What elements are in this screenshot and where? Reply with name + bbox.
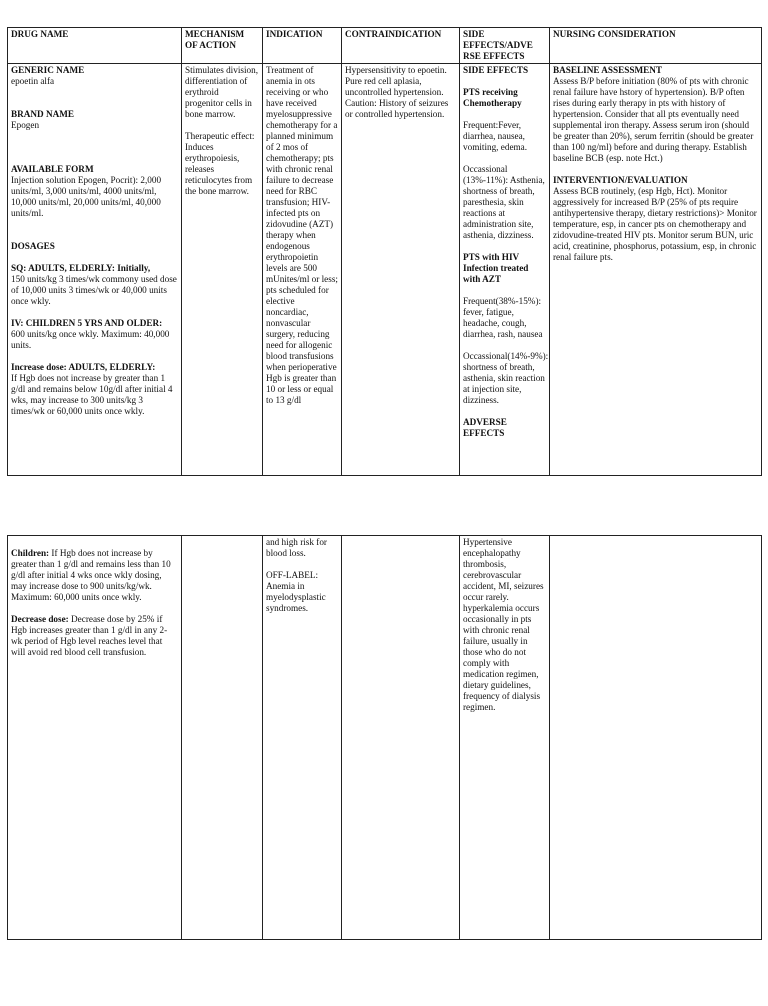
sq-dose-heading: SQ: ADULTS, ELDERLY: Initially, <box>11 263 151 273</box>
adverse-effects-heading: ADVERSE EFFECTS <box>463 417 507 438</box>
iv-dose-heading: IV: CHILDREN 5 YRS AND OLDER: <box>11 318 163 328</box>
mechanism-text: Stimulates division, differentiation of erythroid progenitor cells in bone marrow. <box>185 65 258 119</box>
increase-dose-text: If Hgb does not increase by greater than 1 g/dl and remains below 10g/dl after initial 4 wks, may increase to 300 units/kg 3 times/wk or 60,000 units once wkly. <box>11 373 173 416</box>
decrease-dose-block <box>11 614 178 658</box>
drug-name-cell-continued <box>8 536 182 940</box>
drug-table-page-1 <box>7 27 762 476</box>
hiv-heading: PTS with HIV Infection treated with AZT <box>463 252 529 284</box>
header-side-effects: SIDE EFFECTS/ADVE RSE EFFECTS <box>460 28 550 64</box>
indication-text: Treatment of anemia in ots receiving or who have received myelosuppressive chemotherapy for a planned minimum of 2 mos of chemotherapy; pts with chronic renal failure to decrease need for RBC transfusion; HIV-infected pts on zidovudine (AZT) therapy when endogenous erythropoietin levels are 500 mUnites/ml or less; pts scheduled for elective noncardiac, nonvascular surgery, reducing need for allogenic blood transfusions when perioperative Hgb is greater than 10 or less or equal to 13 g/dl <box>266 65 338 405</box>
generic-name: epoetin alfa <box>11 76 55 86</box>
side-effects-cell <box>460 64 550 476</box>
nursing-cell <box>550 64 762 476</box>
decrease-dose-heading: Decrease dose: <box>11 614 69 624</box>
header-indication: INDICATION <box>263 28 342 64</box>
header-mechanism: MECHANISM OF ACTION <box>182 28 263 64</box>
header-drug-name: DRUG NAME <box>8 28 182 64</box>
drug-table-page-2 <box>7 535 762 940</box>
available-form-heading: AVAILABLE FORM <box>11 164 94 174</box>
decrease-dose-text: Decrease dose by 25% if Hgb increases greater than 1 g/dl in any 2-wk period of Hgb level reaches level that will avoid red blood cell transfusion. <box>11 614 168 657</box>
brand-name: Epogen <box>11 120 40 130</box>
increase-dose-heading: Increase dose: ADULTS, ELDERLY: <box>11 362 156 372</box>
available-form-text: Injection solution Epogen, Pocrit): 2,000 units/ml, 3,000 units/ml, 4000 units/ml, 10,000 units/ml, 20,000 units/ml, 40,000 units/ml. <box>11 175 162 218</box>
mechanism-cell <box>182 64 263 476</box>
off-label-text: OFF-LABEL: Anemia in myelodysplastic syndromes. <box>266 570 326 613</box>
hiv-occasional-text: Occassional(14%-9%): shortness of breath, asthenia, skin reaction at injection site, dizziness. <box>463 351 549 405</box>
baseline-heading: BASELINE ASSESSMENT <box>553 65 663 75</box>
children-dose-heading: Children: <box>11 548 50 558</box>
children-dose-text: If Hgb does not increase by greater than 1 g/dl and remains less than 10 g/dl after initial 4 wks once wkly dosing, may increase dose to 900 units/kg/wk. Maximum: 60,000 units once wkly. <box>11 548 171 602</box>
header-contraindication: CONTRAINDICATION <box>342 28 460 64</box>
chemo-occasional-text: Occassional (13%-11%): Asthenia, shortness of breath, paresthesia, skin reactions at administration site, asthenia, dizziness. <box>463 164 545 240</box>
table-header-row <box>8 28 762 64</box>
dosages-heading: DOSAGES <box>11 241 55 251</box>
chemo-frequent-text: Frequent:Fever, diarrhea, nausea, vomiting, edema. <box>463 120 528 152</box>
generic-name-heading: GENERIC NAME <box>11 65 85 75</box>
table-row <box>8 64 762 476</box>
children-dose-block <box>11 548 178 603</box>
indication-cell-continued <box>263 536 342 940</box>
brand-name-heading: BRAND NAME <box>11 109 75 119</box>
contraindication-cell-continued <box>342 536 460 940</box>
nursing-cell-continued <box>550 536 762 940</box>
chemo-heading: PTS receiving Chemotherapy <box>463 87 522 108</box>
iv-dose-text: 600 units/kg once wkly. Maximum: 40,000 units. <box>11 329 170 350</box>
intervention-heading: INTERVENTION/EVALUATION <box>553 175 688 185</box>
drug-name-cell <box>8 64 182 476</box>
table-row <box>8 536 762 940</box>
intervention-text: Assess BCB routinely, (esp Hgb, Hct). Monitor aggressively for increased B/P (25% of pts require antihypertensive therapy, dietary restrictions)> Monitor temperature, esp, in cancer pts on chemotherapy and zidovudine-treated HIV pts. Monitor serum BUN, uric acid, creatinine, phosphorus, potassium, esp, in chronic renal failure pts. <box>553 186 757 262</box>
contraindication-text: Hypersensitivity to epoetin. Pure red cell aplasia, uncontrolled hypertension. Caution: History of seizures or controlled hypertension. <box>345 65 449 119</box>
sq-dose-text: 150 units/kg 3 times/wk commony used dose of 10,000 units 3 times/wk or 40,000 units once wkly. <box>11 274 177 306</box>
mechanism-cell-continued <box>182 536 263 940</box>
side-effects-cell-continued <box>460 536 550 940</box>
contraindication-cell <box>342 64 460 476</box>
indication-cell <box>263 64 342 476</box>
header-nursing: NURSING CONSIDERATION <box>550 28 762 64</box>
adverse-effects-text: Hypertensive encephalopathy thrombosis, cerebrovascular accident, MI, seizures occur rarely. hyperkalemia occurs occasionally in pts with chronic renal failure, usually in those who do not comply with medication regimen, dietary guidelines, frequency of dialysis regimen. <box>463 537 544 712</box>
side-effects-heading: SIDE EFFECTS <box>463 65 529 75</box>
baseline-text: Assess B/P before initiation (80% of pts with chronic renal failure have hstory of hypertension). B/P often rises during early therapy in pts with history of hypertension. Consider that all pts eventually need supplemental iron therapy. Assess serum iron (should be greater than 20%), serum ferritin (should be greater than 100 ng/ml) before and during therapy. Establish baseline BCB (esp. note Hct.) <box>553 76 754 163</box>
hiv-frequent-text: Frequent(38%-15%): fever, fatigue, headache, cough, diarrhea, rash, nausea <box>463 296 543 339</box>
indication-text-continued: and high risk for blood loss. <box>266 537 327 558</box>
therapeutic-effect-text: Therapeutic effect: Induces erythropoiesis, releases reticulocytes from the bone marrow. <box>185 131 255 196</box>
